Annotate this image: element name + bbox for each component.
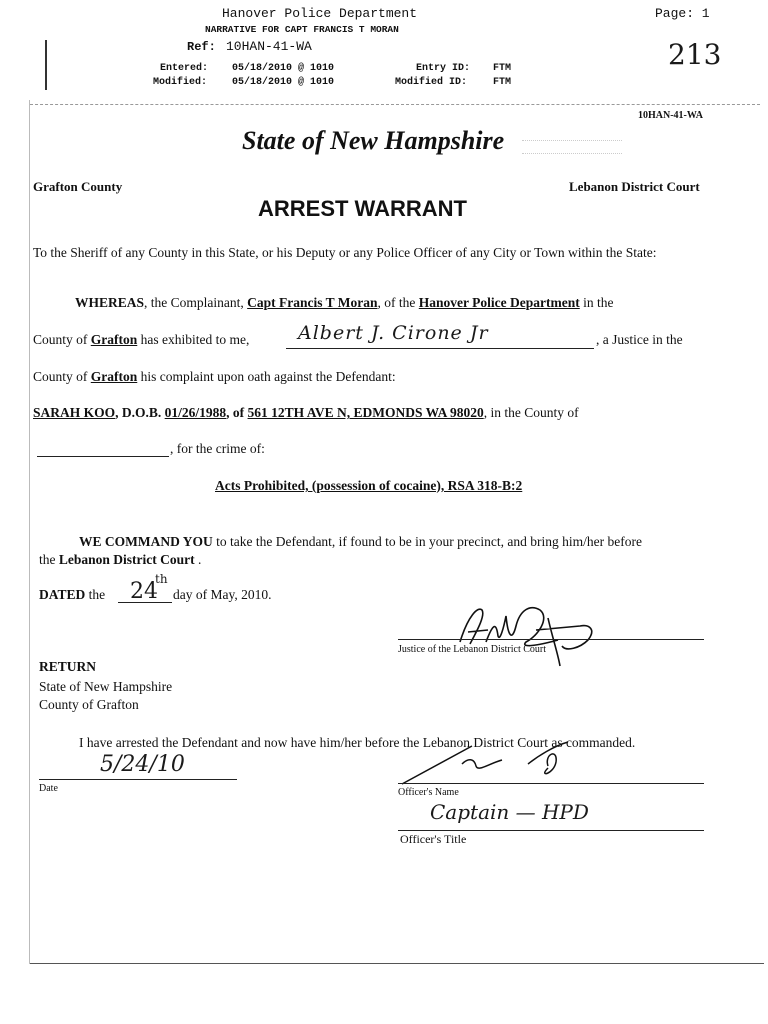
page-bottom-rule — [30, 963, 764, 964]
county-of-text: County of — [33, 332, 91, 347]
crime-description: Acts Prohibited, (possession of cocaine), RSA 318-B:2 — [215, 478, 523, 493]
defendant-line — [33, 405, 579, 421]
left-margin-mark — [45, 40, 47, 90]
ref-value: 10HAN-41-WA — [226, 39, 312, 54]
command-court: Lebanon District Court — [58, 552, 195, 567]
warrant-title: ARREST WARRANT — [258, 196, 467, 221]
county-justice-line — [33, 332, 249, 348]
whereas-line — [75, 295, 614, 311]
in-county-text: , in the County of — [483, 405, 579, 420]
whereas-keyword: WHEREAS — [75, 295, 145, 310]
entered-value: 05/18/2010 @ 1010 — [232, 63, 335, 74]
department-header: Hanover Police Department — [222, 6, 418, 21]
command-end: . — [194, 552, 202, 567]
court-label: Lebanon District Court — [569, 179, 700, 194]
officer-title-label: Officer's Title — [400, 832, 467, 846]
justice-signature-label: Justice of the Lebanon District Court — [398, 644, 547, 655]
entry-id-label: Entry ID: — [416, 63, 471, 74]
return-statement: I have arrested the Defendant and now have him/her before the Lebanon District Court as commanded. — [79, 735, 636, 750]
county-label: Grafton County — [33, 179, 123, 194]
justice-name-underline — [286, 348, 594, 349]
received-stamp-mark — [522, 140, 622, 154]
return-state: State of New Hampshire — [39, 679, 173, 694]
page-left-edge — [29, 100, 30, 964]
complainant-name: Capt Francis T Moran — [247, 295, 378, 310]
command-line — [79, 534, 642, 550]
crime-intro-text: , for the crime of: — [170, 441, 265, 456]
command-text: to take the Defendant, if found to be in your precinct, and bring him/her before — [212, 534, 642, 549]
page-handwritten-number: 213 — [668, 38, 722, 71]
justice-signature — [440, 596, 610, 668]
dated-the: the — [85, 587, 106, 602]
dated-day-handwritten: 24 — [130, 579, 158, 604]
complaint-text: his complaint upon oath against the Defendant: — [137, 369, 396, 384]
dob-label: , D.O.B. — [115, 405, 165, 420]
defendant-dob: 01/26/1988 — [164, 405, 227, 420]
defendant-county-blank — [37, 456, 169, 457]
county-of-text-2: County of — [33, 369, 91, 384]
modified-value: 05/18/2010 @ 1010 — [232, 77, 335, 88]
modified-id-value: FTM — [493, 77, 512, 88]
whereas-text-2: , of the — [377, 295, 419, 310]
entry-id-value: FTM — [493, 63, 512, 74]
page-label: Page: 1 — [655, 6, 710, 21]
officer-name-line — [398, 783, 704, 784]
ref-label: Ref: — [187, 40, 216, 54]
of-label: , of — [226, 405, 248, 420]
return-date-label: Date — [39, 783, 58, 794]
exhibited-text: has exhibited to me, — [137, 332, 250, 347]
complaint-line — [33, 369, 396, 385]
modified-label: Modified: — [153, 77, 208, 88]
dated-keyword: DATED — [39, 587, 86, 602]
command-the: the — [39, 552, 59, 567]
complainant-department: Hanover Police Department — [418, 295, 580, 310]
document-reference: 10HAN-41-WA — [638, 110, 703, 121]
county-name: Grafton — [90, 332, 138, 347]
defendant-name: SARAH KOO — [33, 405, 116, 420]
officer-title-handwritten: Captain — HPD — [430, 800, 589, 824]
command-keyword: WE COMMAND YOU — [79, 534, 213, 549]
officer-title-line — [398, 830, 704, 831]
command-line-2 — [39, 552, 201, 568]
header-separator — [30, 104, 760, 105]
officer-name-label: Officer's Name — [398, 787, 459, 798]
return-heading: RETURN — [39, 659, 97, 674]
justice-name-handwritten: Albert J. Cirone Jr — [298, 322, 489, 344]
county-name-2: Grafton — [90, 369, 138, 384]
officer-signature — [398, 734, 598, 790]
entered-label: Entered: — [160, 63, 209, 74]
justice-in-text: , a Justice in the — [596, 332, 683, 347]
return-date-handwritten: 5/24/10 — [100, 752, 185, 777]
dated-label-line — [39, 587, 105, 603]
state-title: State of New Hampshire — [242, 126, 505, 155]
return-county: County of Grafton — [39, 697, 139, 712]
dated-day-suffix-handwritten: th — [155, 572, 168, 586]
whereas-text-3: in the — [579, 295, 614, 310]
intro-paragraph: To the Sheriff of any County in this State, or his Deputy or any Police Officer of any City or Town within the State: — [33, 245, 657, 260]
justice-signature-line — [398, 639, 704, 640]
whereas-text-1: , the Complainant, — [144, 295, 248, 310]
modified-id-label: Modified ID: — [395, 77, 468, 88]
return-date-line — [39, 779, 237, 780]
dated-rest: day of May, 2010. — [173, 587, 272, 602]
narrative-line: NARRATIVE FOR CAPT FRANCIS T MORAN — [205, 24, 399, 35]
defendant-address: 561 12TH AVE N, EDMONDS WA 98020 — [247, 405, 484, 420]
